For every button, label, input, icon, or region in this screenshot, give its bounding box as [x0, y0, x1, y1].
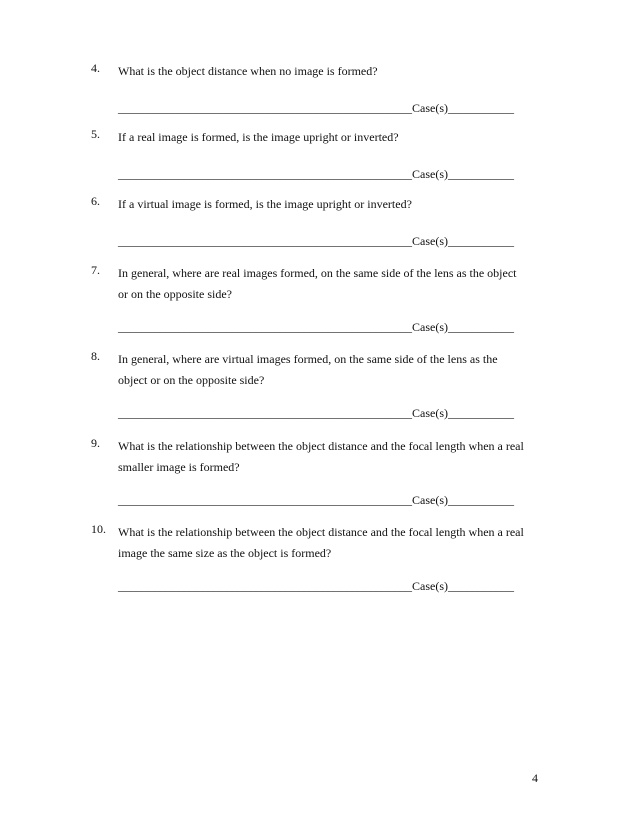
question-number: 5. [91, 127, 100, 141]
question-number: 7. [91, 263, 100, 277]
answer-line-6[interactable]: _________________________________________________Case(s)___________ [118, 234, 514, 248]
question-line: In general, where are real images formed, on the same side of the lens as the object [118, 266, 517, 280]
answer-line-5[interactable]: _________________________________________________Case(s)___________ [118, 167, 514, 181]
question-text [118, 522, 561, 564]
question-text [118, 127, 561, 148]
question-line: What is the relationship between the object distance and the focal length when a real [118, 525, 524, 539]
question-text [118, 194, 561, 215]
answer-line-9[interactable]: _________________________________________________Case(s)___________ [118, 493, 514, 507]
question-number: 8. [91, 349, 100, 363]
question-number: 4. [91, 61, 100, 75]
question-line: What is the relationship between the object distance and the focal length when a real [118, 439, 524, 453]
question-line: What is the object distance when no image is formed? [118, 64, 378, 78]
question-line: or on the opposite side? [118, 287, 232, 301]
question-9 [91, 436, 561, 478]
answer-line-7[interactable]: _________________________________________________Case(s)___________ [118, 320, 514, 334]
question-text [118, 263, 561, 305]
question-line: If a real image is formed, is the image upright or inverted? [118, 130, 399, 144]
question-8 [91, 349, 561, 391]
question-text [118, 61, 561, 82]
question-text [118, 349, 561, 391]
question-line: image the same size as the object is formed? [118, 546, 332, 560]
question-7 [91, 263, 561, 305]
question-number: 6. [91, 194, 100, 208]
answer-line-4[interactable]: _________________________________________________Case(s)___________ [118, 101, 514, 115]
question-line: object or on the opposite side? [118, 373, 265, 387]
answer-line-10[interactable]: _________________________________________________Case(s)___________ [118, 579, 514, 593]
question-4 [91, 61, 561, 82]
question-text [118, 436, 561, 478]
question-10 [91, 522, 561, 564]
question-6 [91, 194, 561, 215]
question-line: smaller image is formed? [118, 460, 240, 474]
answer-line-8[interactable]: _________________________________________________Case(s)___________ [118, 406, 514, 420]
question-line: In general, where are virtual images formed, on the same side of the lens as the [118, 352, 498, 366]
question-number: 10. [91, 522, 106, 536]
question-5 [91, 127, 561, 148]
question-line: If a virtual image is formed, is the image upright or inverted? [118, 197, 412, 211]
page-number: 4 [532, 771, 538, 785]
question-number: 9. [91, 436, 100, 450]
